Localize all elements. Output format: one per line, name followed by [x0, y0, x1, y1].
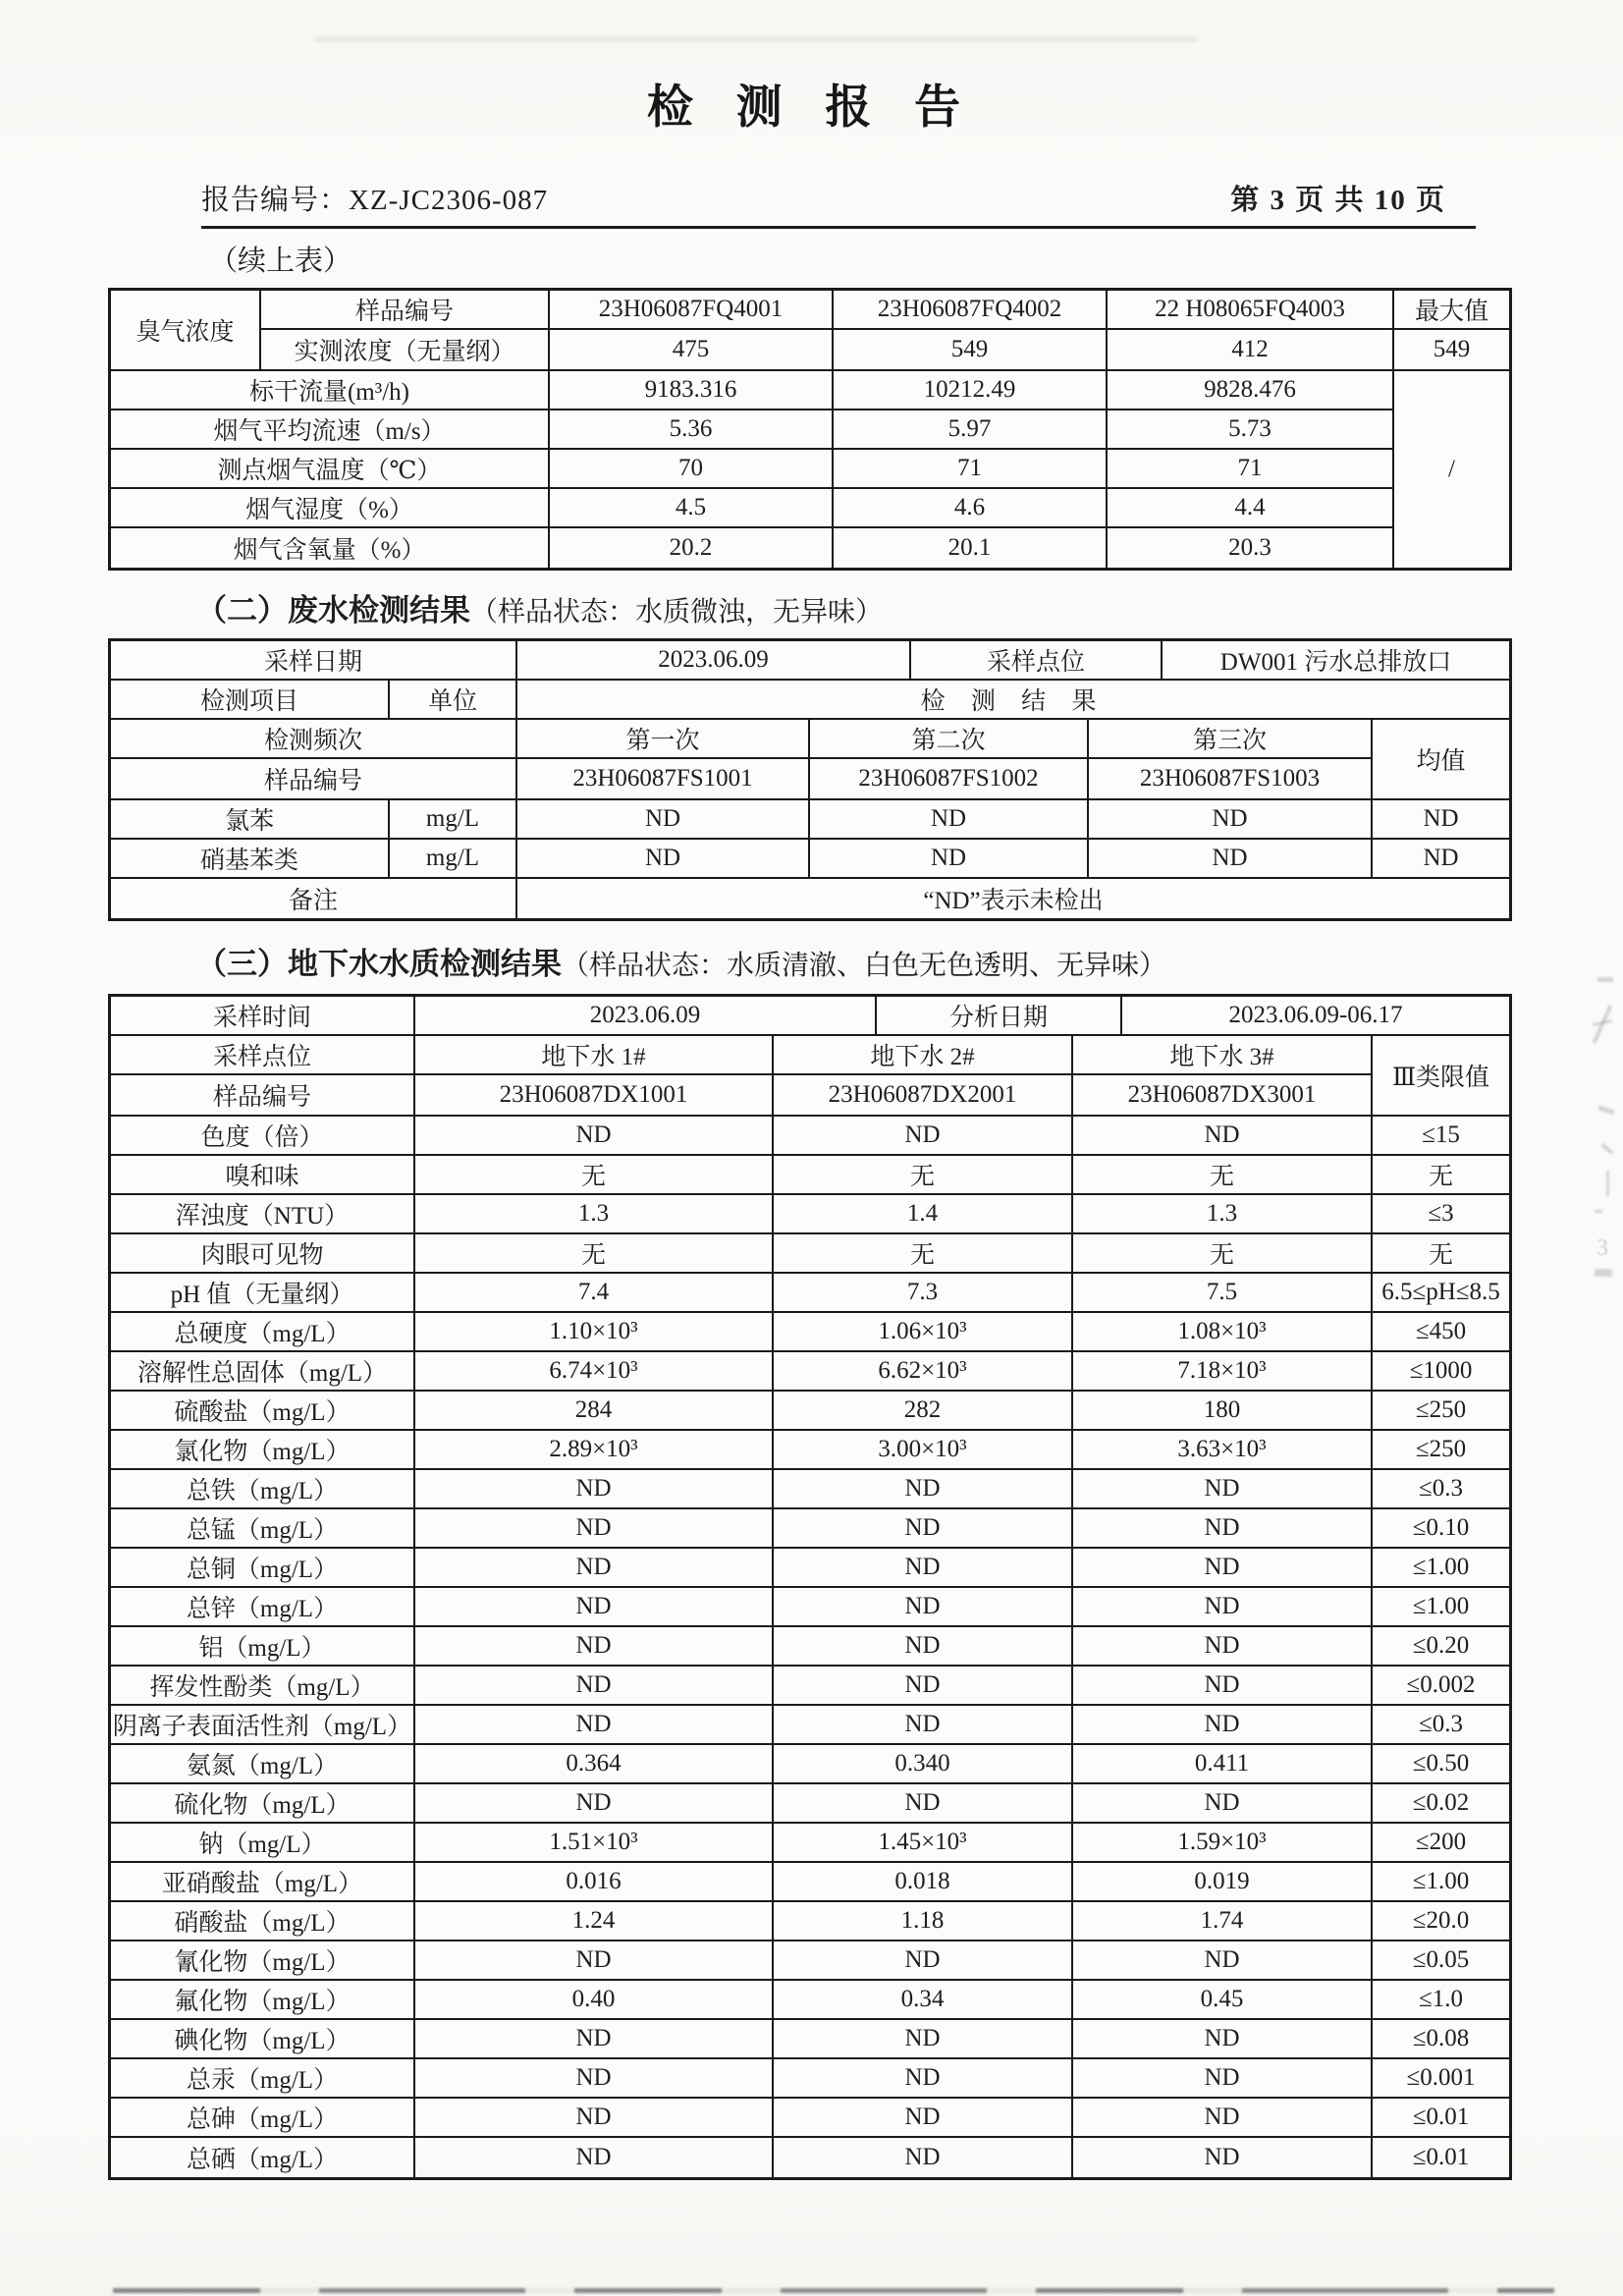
measured-value: ND — [774, 1509, 1073, 1547]
groundwater-row — [111, 1941, 1509, 1981]
measured-value: 无 — [415, 1234, 774, 1272]
remark-value: “ND”表示未检出 — [923, 888, 1104, 914]
scan-artifact: 3 — [1596, 1235, 1608, 1261]
parameter-name: 烟气含氧量（%） — [111, 528, 550, 568]
groundwater-row — [111, 1195, 1509, 1234]
unit-value: mg/L — [390, 800, 517, 838]
sampling-date-value: 2023.06.09 — [517, 641, 911, 679]
report-meta-row — [201, 178, 1476, 229]
measured-value: 0.016 — [415, 1863, 774, 1900]
measured-value: ND — [415, 1509, 774, 1547]
measured-value: 6.62×10³ — [774, 1352, 1073, 1390]
table-row — [111, 800, 1509, 840]
sampling-info-row — [111, 997, 1509, 1036]
measured-value: 1.4 — [774, 1195, 1073, 1232]
table-row — [111, 489, 1394, 528]
parameter-name: 氨氮（mg/L） — [111, 1745, 415, 1782]
measured-value: ND — [415, 2099, 774, 2136]
mean-value: ND — [1423, 805, 1459, 832]
measured-value: 无 — [1073, 1234, 1373, 1272]
scan-artifact — [1598, 1106, 1615, 1116]
section-heading-wastewater — [196, 585, 1623, 629]
sample-id: 23H06087DX3001 — [1073, 1075, 1373, 1115]
limit-value: ≤1.00 — [1412, 1554, 1470, 1580]
limit-value: ≤1.00 — [1412, 1593, 1470, 1619]
scan-artifact — [1595, 1210, 1602, 1213]
measured-value: ND — [1073, 2099, 1373, 2136]
merged-slash-cell: / — [1448, 456, 1455, 482]
measured-value: ND — [1089, 800, 1373, 838]
scan-artifact — [314, 37, 1198, 41]
groundwater-row — [111, 1549, 1509, 1588]
measured-value: ND — [1073, 1706, 1373, 1743]
frequency-block — [111, 720, 1509, 800]
measured-value: 1.74 — [1073, 1902, 1373, 1940]
measured-value: ND — [1089, 840, 1373, 877]
groundwater-row — [111, 1156, 1509, 1195]
measured-value: ND — [774, 1667, 1073, 1704]
odor-sample-row — [261, 291, 1509, 330]
parameter-name: 硝基苯类 — [111, 840, 390, 877]
groundwater-row — [111, 1431, 1509, 1470]
parameter-name: 总锰（mg/L） — [111, 1509, 415, 1547]
parameter-name: 总铜（mg/L） — [111, 1549, 415, 1586]
odor-header-block — [111, 291, 1509, 371]
parameter-name: 总铁（mg/L） — [111, 1470, 415, 1507]
measured-value: 4.5 — [550, 489, 834, 526]
measured-value: ND — [774, 1941, 1073, 1979]
measured-value: 1.08×10³ — [1073, 1313, 1373, 1350]
measured-value: ND — [774, 1549, 1073, 1586]
frequency-name: 第二次 — [810, 720, 1089, 757]
parameter-name: 铝（mg/L） — [111, 1627, 415, 1665]
parameter-name: 总汞（mg/L） — [111, 2059, 415, 2097]
measured-value: 1.59×10³ — [1073, 1824, 1373, 1861]
table-row — [111, 371, 1394, 410]
limit-value: 无 — [1428, 1242, 1453, 1269]
remark-row — [111, 879, 1509, 918]
measured-value: 无 — [774, 1156, 1073, 1193]
measured-value: 20.3 — [1108, 528, 1394, 568]
measured-value: 2.89×10³ — [415, 1431, 774, 1468]
limit-value: 6.5≤pH≤8.5 — [1381, 1279, 1500, 1305]
parameter-name: 肉眼可见物 — [111, 1234, 415, 1272]
limit-value: ≤0.20 — [1412, 1632, 1470, 1659]
mean-value: ND — [1423, 845, 1459, 871]
measured-value: 7.4 — [415, 1274, 774, 1311]
measured-value: 7.5 — [1073, 1274, 1373, 1311]
groundwater-row — [111, 1274, 1509, 1313]
measured-value: ND — [774, 1117, 1073, 1154]
measured-value: ND — [517, 840, 810, 877]
sample-id: 23H06087FS1001 — [517, 759, 810, 798]
measured-value: 0.34 — [774, 1981, 1073, 2018]
limit-value: ≤0.01 — [1412, 2104, 1470, 2130]
parameter-name: 氯化物（mg/L） — [111, 1431, 415, 1468]
groundwater-row — [111, 1509, 1509, 1549]
point-name: 地下水 3# — [1073, 1036, 1373, 1073]
measured-value: 5.73 — [1108, 410, 1394, 448]
measured-value: 无 — [415, 1156, 774, 1193]
sample-no-label: 样品编号 — [261, 291, 550, 328]
parameter-name: 氟化物（mg/L） — [111, 1981, 415, 2018]
measured-value: 20.2 — [550, 528, 834, 568]
result-label: 检 测 结 果 — [920, 688, 1107, 715]
measured-value: 20.1 — [834, 528, 1108, 568]
measured-value: ND — [774, 2099, 1073, 2136]
measured-value: ND — [1073, 1588, 1373, 1625]
point-name: 地下水 1# — [415, 1036, 774, 1073]
measured-value: 7.18×10³ — [1073, 1352, 1373, 1390]
parameter-name: 总锌（mg/L） — [111, 1588, 415, 1625]
parameter-name: 溶解性总固体（mg/L） — [111, 1352, 415, 1390]
groundwater-row — [111, 1234, 1509, 1274]
sampling-point-label: 采样点位 — [911, 641, 1163, 679]
parameter-name: 氰化物（mg/L） — [111, 1941, 415, 1979]
table-row — [111, 528, 1394, 568]
report-number-value: XZ-JC2306-087 — [349, 185, 549, 216]
measured-value: ND — [1073, 1549, 1373, 1586]
limit-value: ≤15 — [1422, 1121, 1460, 1148]
measured-value: 180 — [1073, 1392, 1373, 1429]
parameter-name: 测点烟气温度（℃） — [111, 450, 550, 487]
measured-value: 1.45×10³ — [774, 1824, 1073, 1861]
measured-value: ND — [1073, 1509, 1373, 1547]
measured-value: 7.3 — [774, 1274, 1073, 1311]
limit-value: ≤250 — [1415, 1396, 1467, 1423]
measured-value: 4.6 — [834, 489, 1108, 526]
point-label: 采样点位 — [111, 1036, 415, 1073]
measured-value: ND — [415, 1784, 774, 1822]
scan-artifact — [1595, 1269, 1612, 1277]
item-label: 检测项目 — [111, 681, 390, 718]
scan-artifact — [1593, 1005, 1613, 1044]
groundwater-table-rows — [111, 1117, 1509, 2177]
measured-value: 6.74×10³ — [415, 1352, 774, 1390]
measured-value: ND — [1073, 1117, 1373, 1154]
groundwater-row — [111, 1117, 1509, 1156]
sample-state-note: （样品状态：水质清澈、白色无色透明、无异味） — [562, 951, 1167, 981]
measured-value: 0.340 — [774, 1745, 1073, 1782]
measured-value: ND — [415, 2059, 774, 2097]
max-label: 最大值 — [1414, 299, 1488, 325]
measured-value: 10212.49 — [834, 371, 1108, 409]
measured-value: 71 — [834, 450, 1108, 487]
parameter-name: 总砷（mg/L） — [111, 2099, 415, 2136]
table-row — [111, 840, 1509, 879]
sample-id: 23H06087FQ4001 — [550, 291, 834, 328]
measured-value: 1.10×10³ — [415, 1313, 774, 1350]
wastewater-table — [108, 638, 1512, 921]
frequency-name: 第一次 — [517, 720, 810, 757]
measured-value: 1.06×10³ — [774, 1313, 1073, 1350]
limit-value: ≤0.3 — [1419, 1475, 1463, 1502]
measured-value: 1.3 — [415, 1195, 774, 1232]
section-title: （三）地下水水质检测结果 — [196, 947, 562, 981]
parameter-name: 氯苯 — [111, 800, 390, 838]
parameter-name: 硫酸盐（mg/L） — [111, 1392, 415, 1429]
measured-value: ND — [1073, 2138, 1373, 2177]
measured-value: ND — [810, 840, 1089, 877]
limit-value: ≤1.00 — [1412, 1868, 1470, 1894]
measured-value: ND — [1073, 1784, 1373, 1822]
limit-value: ≤1000 — [1409, 1357, 1473, 1384]
measured-value: 9183.316 — [550, 371, 834, 409]
measured-value: 549 — [834, 330, 1108, 369]
measured-value: ND — [415, 1549, 774, 1586]
groundwater-row — [111, 1667, 1509, 1706]
scan-artifact — [1600, 1143, 1613, 1155]
parameter-name: 总硒（mg/L） — [111, 2138, 415, 2177]
groundwater-row — [111, 1902, 1509, 1941]
measured-value: ND — [810, 800, 1089, 838]
groundwater-row — [111, 1706, 1509, 1745]
sample-id: 23H06087FS1003 — [1089, 759, 1373, 798]
measured-value: ND — [774, 1470, 1073, 1507]
measured-value: ND — [415, 1117, 774, 1154]
point-block — [111, 1036, 1509, 1117]
sample-no-label: 样品编号 — [111, 1075, 415, 1115]
measured-value: ND — [774, 1784, 1073, 1822]
measured-value: 5.97 — [834, 410, 1108, 448]
measured-value: ND — [517, 800, 810, 838]
parameter-name: pH 值（无量纲） — [111, 1274, 415, 1311]
parameter-name: 硝酸盐（mg/L） — [111, 1902, 415, 1940]
measured-value: ND — [1073, 1941, 1373, 1979]
limit-value: ≤0.10 — [1412, 1514, 1470, 1541]
measured-value: 71 — [1108, 450, 1394, 487]
table-row — [111, 450, 1394, 489]
sample-no-label: 样品编号 — [111, 759, 517, 798]
unit-label: 单位 — [390, 681, 517, 718]
section-heading-groundwater — [196, 939, 1623, 983]
measured-value: ND — [415, 1588, 774, 1625]
analysis-date-label: 分析日期 — [877, 997, 1122, 1034]
measured-value: ND — [1073, 2020, 1373, 2057]
measured-value: ND — [774, 1706, 1073, 1743]
parameter-name: 色度（倍） — [111, 1117, 415, 1154]
groundwater-row — [111, 2138, 1509, 2177]
groundwater-row — [111, 1470, 1509, 1509]
unit-value: mg/L — [390, 840, 517, 877]
parameter-name: 碘化物（mg/L） — [111, 2020, 415, 2057]
flue-gas-block — [111, 371, 1509, 568]
limit-value: ≤3 — [1428, 1200, 1454, 1227]
groundwater-row — [111, 1981, 1509, 2020]
limit-value: ≤0.001 — [1406, 2064, 1476, 2091]
groundwater-row — [111, 1352, 1509, 1392]
odor-measured-row — [261, 330, 1509, 369]
limit-value: ≤1.0 — [1419, 1986, 1463, 2012]
measured-value: ND — [415, 1941, 774, 1979]
measured-value: ND — [415, 2138, 774, 2177]
sampling-time-value: 2023.06.09 — [415, 997, 877, 1034]
scan-artifact — [113, 2288, 1554, 2293]
measured-value: ND — [774, 2059, 1073, 2097]
sample-id: 23H06087FQ4002 — [834, 291, 1108, 328]
groundwater-row — [111, 1392, 1509, 1431]
limit-value: ≤0.002 — [1406, 1671, 1476, 1698]
measured-value: ND — [774, 1588, 1073, 1625]
limit-value: ≤450 — [1415, 1318, 1467, 1344]
measured-value: 0.45 — [1073, 1981, 1373, 2018]
groundwater-row — [111, 1824, 1509, 1863]
measured-value: 1.3 — [1073, 1195, 1373, 1232]
measured-value: 284 — [415, 1392, 774, 1429]
groundwater-table — [108, 994, 1512, 2180]
parameter-name: 实测浓度（无量纲） — [261, 330, 550, 369]
measured-value: 3.63×10³ — [1073, 1431, 1373, 1468]
measured-value: 3.00×10³ — [774, 1431, 1073, 1468]
measured-value: ND — [1073, 1667, 1373, 1704]
measured-value: ND — [1073, 1470, 1373, 1507]
sampling-time-label: 采样时间 — [111, 997, 415, 1034]
groundwater-row — [111, 2020, 1509, 2059]
measured-value: 0.411 — [1073, 1745, 1373, 1782]
parameter-name: 挥发性酚类（mg/L） — [111, 1667, 415, 1704]
report-number — [201, 178, 548, 218]
sample-id-row — [111, 759, 1373, 798]
measured-value: 70 — [550, 450, 834, 487]
measured-value: ND — [415, 1627, 774, 1665]
scan-artifact — [1593, 1019, 1612, 1026]
limit-value: ≤250 — [1415, 1436, 1467, 1462]
limit-value: ≤0.08 — [1412, 2025, 1470, 2051]
limit-value: 无 — [1428, 1164, 1453, 1190]
groundwater-row — [111, 1745, 1509, 1784]
measured-value: ND — [774, 2138, 1073, 2177]
frequency-row — [111, 720, 1373, 759]
sampling-point-value: DW001 污水总排放口 — [1219, 649, 1452, 676]
groundwater-row — [111, 1588, 1509, 1627]
frequency-label: 检测频次 — [111, 720, 517, 757]
measured-value: ND — [415, 2020, 774, 2057]
measured-value: 282 — [774, 1392, 1073, 1429]
parameter-name: 烟气平均流速（m/s） — [111, 410, 550, 448]
measured-value: ND — [774, 2020, 1073, 2057]
sample-id: 23H06087FS1002 — [810, 759, 1089, 798]
limit-value: ≤0.3 — [1419, 1711, 1463, 1737]
measured-value: ND — [1073, 1627, 1373, 1665]
limit-value: ≤20.0 — [1412, 1907, 1470, 1934]
remark-label: 备注 — [111, 879, 517, 918]
measured-value: 0.364 — [415, 1745, 774, 1782]
parameter-name: 亚硝酸盐（mg/L） — [111, 1863, 415, 1900]
sample-id: 23H06087DX1001 — [415, 1075, 774, 1115]
column-header-row — [111, 681, 1509, 720]
sampling-point-row — [111, 1036, 1373, 1075]
measured-value: 0.019 — [1073, 1863, 1373, 1900]
sample-id-row — [111, 1075, 1373, 1115]
measured-value: 5.36 — [550, 410, 834, 448]
mean-label: 均值 — [1416, 748, 1466, 775]
parameter-name: 硫化物（mg/L） — [111, 1784, 415, 1822]
table-row — [111, 410, 1394, 450]
groundwater-row — [111, 1627, 1509, 1667]
measured-value: 无 — [774, 1234, 1073, 1272]
page-indicator: 第 3 页 共 10 页 — [1230, 185, 1446, 216]
measured-value: ND — [415, 1470, 774, 1507]
continuation-note: （续上表） — [209, 246, 352, 277]
groundwater-row — [111, 1863, 1509, 1902]
measured-value: ND — [415, 1667, 774, 1704]
groundwater-row — [111, 1313, 1509, 1352]
measured-value: 4.4 — [1108, 489, 1394, 526]
section-title: （二）废水检测结果 — [196, 593, 470, 628]
parameter-name: 钠（mg/L） — [111, 1824, 415, 1861]
limit-value: ≤200 — [1415, 1829, 1467, 1855]
odor-group-label: 臭气浓度 — [111, 291, 261, 369]
measured-value: ND — [774, 1627, 1073, 1665]
measured-value: 1.18 — [774, 1902, 1073, 1940]
parameter-name: 烟气湿度（%） — [111, 489, 550, 526]
parameter-name: 嗅和味 — [111, 1156, 415, 1193]
point-name: 地下水 2# — [774, 1036, 1073, 1073]
frequency-name: 第三次 — [1089, 720, 1373, 757]
measured-value: 1.24 — [415, 1902, 774, 1940]
parameter-name: 总硬度（mg/L） — [111, 1313, 415, 1350]
sample-id: 23H06087DX2001 — [774, 1075, 1073, 1115]
measured-value: 无 — [1073, 1156, 1373, 1193]
analysis-date-value: 2023.06.09-06.17 — [1228, 1002, 1403, 1028]
odor-table — [108, 288, 1512, 571]
limit-value: ≤0.01 — [1412, 2144, 1470, 2170]
parameter-name: 阴离子表面活性剂（mg/L） — [111, 1706, 415, 1743]
sample-state-note: （样品状态：水质微浊，无异味） — [470, 597, 884, 628]
measured-value: 475 — [550, 330, 834, 369]
measured-value: 0.018 — [774, 1863, 1073, 1900]
limit-value: ≤0.02 — [1412, 1789, 1470, 1816]
report-number-label: 报告编号： — [201, 185, 350, 216]
sampling-info-row — [111, 641, 1509, 681]
scan-artifact — [1606, 1171, 1609, 1196]
sample-id: 22 H08065FQ4003 — [1108, 291, 1394, 328]
max-value: 549 — [1433, 336, 1471, 362]
measured-value: 412 — [1108, 330, 1394, 369]
groundwater-row — [111, 1784, 1509, 1824]
measured-value: 9828.476 — [1108, 371, 1394, 409]
limit-value: ≤0.50 — [1412, 1750, 1470, 1777]
groundwater-row — [111, 2059, 1509, 2099]
measured-value: ND — [1073, 2059, 1373, 2097]
limit-value: ≤0.05 — [1412, 1946, 1470, 1973]
parameter-name: 浑浊度（NTU） — [111, 1195, 415, 1232]
page-title: 检 测 报 告 — [646, 82, 977, 134]
parameter-name: 标干流量(m³/h) — [111, 371, 550, 409]
class3-limit-label: Ⅲ类限值 — [1391, 1065, 1490, 1091]
measured-value: 0.40 — [415, 1981, 774, 2018]
groundwater-row — [111, 2099, 1509, 2138]
measured-value: ND — [415, 1706, 774, 1743]
measured-value: 1.51×10³ — [415, 1824, 774, 1861]
sampling-date-label: 采样日期 — [111, 641, 517, 679]
